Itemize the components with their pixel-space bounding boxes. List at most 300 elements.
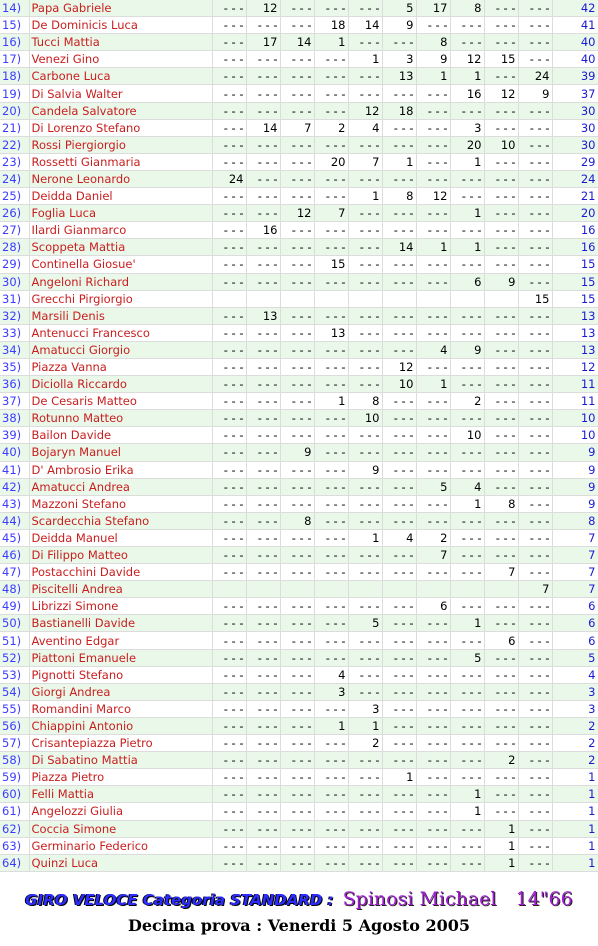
race-points-cell: - - - [246, 547, 280, 564]
race-points-cell: 4 [382, 529, 416, 546]
race-points-cell: - - - [348, 324, 382, 341]
race-points-cell: - - - [382, 341, 416, 358]
race-points-cell: - - - [484, 529, 518, 546]
rank-cell: 21) [0, 119, 29, 136]
race-points-cell: - - - [450, 461, 484, 478]
rank-cell: 18) [0, 68, 29, 85]
total-points-cell: 1 [552, 803, 598, 820]
race-points-cell: - - - [314, 495, 348, 512]
race-points-cell: - - - [518, 376, 552, 393]
race-points-cell: - - - [518, 666, 552, 683]
race-points-cell: 14 [348, 17, 382, 34]
race-points-cell: - - - [416, 256, 450, 273]
race-points-cell: 7 [348, 153, 382, 170]
race-points-cell: - - - [382, 752, 416, 769]
table-row [0, 102, 598, 119]
race-points-cell: 20 [450, 136, 484, 153]
race-points-cell: 9 [280, 444, 314, 461]
table-row [0, 34, 598, 51]
table-row [0, 222, 598, 239]
race-points-cell: - - - [416, 854, 450, 871]
race-points-cell: - - - [348, 854, 382, 871]
race-points-cell: - - - [484, 256, 518, 273]
race-points-cell: - - - [484, 444, 518, 461]
race-points-cell: 1 [484, 820, 518, 837]
total-points-cell: 5 [552, 649, 598, 666]
race-points-cell: - - - [416, 222, 450, 239]
table-row [0, 239, 598, 256]
table-row [0, 461, 598, 478]
total-points-cell: 11 [552, 376, 598, 393]
race-points-cell: - - - [484, 735, 518, 752]
driver-name-cell: Angeloni Richard [29, 273, 212, 290]
race-points-cell: - - - [382, 615, 416, 632]
race-points-cell: - - - [382, 307, 416, 324]
race-points-cell: 9 [450, 341, 484, 358]
total-points-cell: 42 [552, 0, 598, 17]
rank-cell: 36) [0, 376, 29, 393]
table-row [0, 854, 598, 871]
race-points-cell: - - - [518, 529, 552, 546]
race-points-cell: - - - [212, 564, 246, 581]
race-points-cell: - - - [382, 837, 416, 854]
driver-name-cell: Bastianelli Davide [29, 615, 212, 632]
race-points-cell: 1 [382, 769, 416, 786]
race-points-cell: 14 [382, 239, 416, 256]
total-points-cell: 3 [552, 683, 598, 700]
race-points-cell: - - - [280, 410, 314, 427]
race-points-cell: - - - [246, 136, 280, 153]
race-points-cell: - - - [416, 512, 450, 529]
race-points-cell: - - - [246, 324, 280, 341]
race-points-cell: - - - [484, 222, 518, 239]
table-row [0, 358, 598, 375]
race-points-cell: - - - [280, 307, 314, 324]
race-points-cell: 6 [416, 598, 450, 615]
table-row [0, 290, 598, 307]
rank-cell: 61) [0, 803, 29, 820]
race-points-cell: - - - [212, 153, 246, 170]
race-points-cell: - - - [348, 222, 382, 239]
race-points-cell: - - - [518, 632, 552, 649]
race-points-cell: - - - [348, 85, 382, 102]
race-points-cell: - - - [314, 564, 348, 581]
race-points-cell: - - - [518, 153, 552, 170]
race-points-cell [450, 290, 484, 307]
race-points-cell: - - - [416, 769, 450, 786]
race-points-cell: - - - [212, 752, 246, 769]
race-points-cell: - - - [484, 0, 518, 17]
rank-cell: 19) [0, 85, 29, 102]
driver-name-cell: Antenucci Francesco [29, 324, 212, 341]
total-points-cell: 1 [552, 820, 598, 837]
table-row [0, 769, 598, 786]
race-points-cell: - - - [382, 717, 416, 734]
race-points-cell: - - - [484, 324, 518, 341]
race-points-cell: - - - [212, 717, 246, 734]
race-points-cell: 1 [450, 205, 484, 222]
total-points-cell: 13 [552, 307, 598, 324]
race-points-cell: 5 [416, 478, 450, 495]
table-row [0, 598, 598, 615]
driver-name-cell: Carbone Luca [29, 68, 212, 85]
race-points-cell: - - - [382, 786, 416, 803]
race-points-cell: 20 [314, 153, 348, 170]
table-row [0, 205, 598, 222]
total-points-cell: 29 [552, 153, 598, 170]
race-points-cell: 6 [450, 273, 484, 290]
total-points-cell: 24 [552, 170, 598, 187]
race-points-cell: - - - [450, 837, 484, 854]
table-row [0, 153, 598, 170]
race-points-cell: - - - [416, 102, 450, 119]
race-points-cell: - - - [314, 51, 348, 68]
table-row [0, 683, 598, 700]
total-points-cell: 13 [552, 324, 598, 341]
race-points-cell: - - - [280, 358, 314, 375]
race-points-cell: - - - [518, 444, 552, 461]
race-points-cell: - - - [518, 803, 552, 820]
race-points-cell: - - - [280, 273, 314, 290]
table-row [0, 307, 598, 324]
race-points-cell [382, 290, 416, 307]
race-points-cell: - - - [382, 256, 416, 273]
race-points-cell: - - - [246, 632, 280, 649]
rank-cell: 29) [0, 256, 29, 273]
race-points-cell: - - - [212, 324, 246, 341]
race-points-cell: - - - [484, 376, 518, 393]
race-points-cell: - - - [382, 170, 416, 187]
race-points-cell: - - - [348, 358, 382, 375]
race-points-cell: - - - [246, 17, 280, 34]
race-points-cell: - - - [518, 854, 552, 871]
driver-name-cell: De Cesaris Matteo [29, 393, 212, 410]
race-points-cell: - - - [518, 119, 552, 136]
race-points-cell: - - - [280, 752, 314, 769]
race-points-cell: 10 [450, 427, 484, 444]
race-points-cell: - - - [280, 376, 314, 393]
race-points-cell: - - - [416, 427, 450, 444]
driver-name-cell: Venezi Gino [29, 51, 212, 68]
race-points-cell: - - - [212, 85, 246, 102]
race-points-cell: - - - [518, 820, 552, 837]
table-row [0, 615, 598, 632]
race-points-cell: - - - [246, 752, 280, 769]
race-points-cell: - - - [518, 324, 552, 341]
race-points-cell: - - - [314, 649, 348, 666]
race-points-cell: 2 [416, 529, 450, 546]
table-row [0, 136, 598, 153]
fast-lap-label: GIRO VELOCE Categoria STANDARD : [25, 891, 334, 909]
race-points-cell: - - - [450, 769, 484, 786]
race-points-cell: - - - [246, 68, 280, 85]
race-points-cell: - - - [382, 735, 416, 752]
race-points-cell: - - - [450, 324, 484, 341]
race-points-cell: - - - [382, 119, 416, 136]
rank-cell: 37) [0, 393, 29, 410]
race-points-cell: 3 [450, 119, 484, 136]
total-points-cell: 9 [552, 444, 598, 461]
rank-cell: 41) [0, 461, 29, 478]
race-points-cell: - - - [212, 632, 246, 649]
race-points-cell: - - - [280, 324, 314, 341]
race-points-cell: 2 [450, 393, 484, 410]
race-points-cell: - - - [382, 598, 416, 615]
rank-cell: 34) [0, 341, 29, 358]
race-points-cell: - - - [246, 683, 280, 700]
race-points-cell: - - - [246, 393, 280, 410]
race-points-cell: - - - [348, 495, 382, 512]
table-row [0, 273, 598, 290]
driver-name-cell: Chiappini Antonio [29, 717, 212, 734]
race-points-cell: 8 [348, 393, 382, 410]
race-points-cell: - - - [518, 222, 552, 239]
race-points-cell: - - - [348, 444, 382, 461]
race-points-cell: 1 [484, 837, 518, 854]
race-points-cell: 18 [382, 102, 416, 119]
race-points-cell: - - - [348, 769, 382, 786]
race-points-cell: - - - [246, 803, 280, 820]
race-points-cell: 13 [314, 324, 348, 341]
race-points-cell: - - - [484, 512, 518, 529]
race-points-cell: - - - [518, 461, 552, 478]
rank-cell: 33) [0, 324, 29, 341]
race-points-cell: - - - [246, 529, 280, 546]
race-points-cell: - - - [246, 85, 280, 102]
race-points-cell: - - - [212, 119, 246, 136]
rank-cell: 54) [0, 683, 29, 700]
race-points-cell: - - - [314, 598, 348, 615]
driver-name-cell: Bailon Davide [29, 427, 212, 444]
race-points-cell: - - - [450, 170, 484, 187]
race-points-cell [484, 290, 518, 307]
table-row [0, 717, 598, 734]
race-points-cell: - - - [280, 598, 314, 615]
table-row [0, 547, 598, 564]
race-points-cell: - - - [416, 17, 450, 34]
race-points-cell: 1 [450, 68, 484, 85]
race-points-cell: - - - [450, 17, 484, 34]
race-points-cell: - - - [450, 820, 484, 837]
race-points-cell: - - - [348, 598, 382, 615]
race-points-cell: - - - [450, 307, 484, 324]
total-points-cell: 2 [552, 735, 598, 752]
race-points-cell: - - - [416, 803, 450, 820]
table-row [0, 564, 598, 581]
driver-name-cell: Deidda Manuel [29, 529, 212, 546]
race-points-cell: 1 [450, 153, 484, 170]
race-points-cell: 9 [416, 51, 450, 68]
race-points-cell: - - - [382, 205, 416, 222]
total-points-cell: 9 [552, 478, 598, 495]
driver-name-cell: Candela Salvatore [29, 102, 212, 119]
race-points-cell: - - - [416, 786, 450, 803]
total-points-cell: 15 [552, 273, 598, 290]
race-points-cell: - - - [212, 102, 246, 119]
table-row [0, 85, 598, 102]
race-points-cell: - - - [382, 444, 416, 461]
race-points-cell: 12 [416, 188, 450, 205]
rank-cell: 62) [0, 820, 29, 837]
rank-cell: 52) [0, 649, 29, 666]
table-row [0, 735, 598, 752]
race-points-cell: - - - [314, 512, 348, 529]
table-row [0, 0, 598, 17]
driver-name-cell: D' Ambrosio Erika [29, 461, 212, 478]
race-points-cell: - - - [348, 170, 382, 187]
rank-cell: 43) [0, 495, 29, 512]
rank-cell: 38) [0, 410, 29, 427]
race-points-cell: - - - [280, 68, 314, 85]
driver-name-cell: Deidda Daniel [29, 188, 212, 205]
race-points-cell: - - - [518, 34, 552, 51]
race-points-cell: 3 [314, 683, 348, 700]
race-points-cell: - - - [246, 717, 280, 734]
race-points-cell: - - - [518, 341, 552, 358]
total-points-cell: 2 [552, 717, 598, 734]
race-points-cell: 12 [280, 205, 314, 222]
race-points-cell: - - - [416, 358, 450, 375]
race-points-cell: - - - [280, 153, 314, 170]
race-points-cell: - - - [212, 786, 246, 803]
race-points-cell: - - - [212, 222, 246, 239]
race-points-cell: - - - [348, 256, 382, 273]
driver-name-cell: Crisantepiazza Pietro [29, 735, 212, 752]
race-points-cell: - - - [348, 649, 382, 666]
race-points-cell: - - - [280, 170, 314, 187]
table-row [0, 666, 598, 683]
race-points-cell: - - - [280, 222, 314, 239]
race-points-cell: - - - [518, 700, 552, 717]
rank-cell: 42) [0, 478, 29, 495]
race-points-cell: - - - [518, 683, 552, 700]
race-points-cell: - - - [518, 273, 552, 290]
fast-lap-time: 14"66 [515, 888, 573, 910]
race-points-cell: - - - [382, 803, 416, 820]
race-points-cell: - - - [416, 700, 450, 717]
race-points-cell: 5 [450, 649, 484, 666]
race-points-cell: 2 [484, 752, 518, 769]
race-points-cell: - - - [450, 256, 484, 273]
race-points-cell: - - - [212, 735, 246, 752]
race-points-cell: - - - [416, 837, 450, 854]
race-points-cell: - - - [484, 68, 518, 85]
table-row [0, 581, 598, 598]
race-points-cell: - - - [484, 205, 518, 222]
race-points-cell: - - - [518, 170, 552, 187]
rank-cell: 58) [0, 752, 29, 769]
total-points-cell: 13 [552, 341, 598, 358]
race-points-cell: - - - [246, 153, 280, 170]
driver-name-cell: Piazza Vanna [29, 358, 212, 375]
rank-cell: 35) [0, 358, 29, 375]
race-points-cell: - - - [518, 752, 552, 769]
rank-cell: 49) [0, 598, 29, 615]
race-points-cell: - - - [246, 769, 280, 786]
rank-cell: 48) [0, 581, 29, 598]
race-points-cell: - - - [348, 478, 382, 495]
race-points-cell: - - - [314, 358, 348, 375]
race-points-cell: 4 [450, 478, 484, 495]
race-points-cell: - - - [212, 239, 246, 256]
race-points-cell: - - - [416, 735, 450, 752]
total-points-cell: 3 [552, 700, 598, 717]
driver-name-cell: Rossetti Gianmaria [29, 153, 212, 170]
race-points-cell: - - - [314, 410, 348, 427]
driver-name-cell: Giorgi Andrea [29, 683, 212, 700]
race-points-cell: 12 [348, 102, 382, 119]
race-points-cell: - - - [416, 205, 450, 222]
race-points-cell: - - - [416, 683, 450, 700]
rank-cell: 40) [0, 444, 29, 461]
race-points-cell [314, 581, 348, 598]
rank-cell: 14) [0, 0, 29, 17]
race-points-cell: - - - [416, 273, 450, 290]
race-points-cell: - - - [518, 564, 552, 581]
rank-cell: 26) [0, 205, 29, 222]
driver-name-cell: Scardecchia Stefano [29, 512, 212, 529]
race-points-cell: - - - [280, 188, 314, 205]
total-points-cell: 6 [552, 632, 598, 649]
driver-name-cell: Amatucci Giorgio [29, 341, 212, 358]
table-row [0, 119, 598, 136]
driver-name-cell: Postacchini Davide [29, 564, 212, 581]
race-points-cell: - - - [348, 307, 382, 324]
table-row [0, 495, 598, 512]
race-points-cell: - - - [280, 564, 314, 581]
race-points-cell: - - - [518, 512, 552, 529]
race-points-cell: - - - [484, 683, 518, 700]
total-points-cell: 1 [552, 837, 598, 854]
race-points-cell: - - - [246, 427, 280, 444]
race-points-cell: - - - [484, 34, 518, 51]
race-points-cell: - - - [450, 102, 484, 119]
race-points-cell: - - - [280, 683, 314, 700]
driver-name-cell: Di Lorenzo Stefano [29, 119, 212, 136]
table-row [0, 170, 598, 187]
race-points-cell: - - - [246, 358, 280, 375]
race-points-cell [246, 581, 280, 598]
race-points-cell: 2 [348, 735, 382, 752]
table-row [0, 188, 598, 205]
race-points-cell: - - - [314, 700, 348, 717]
race-points-cell: - - - [212, 68, 246, 85]
table-row [0, 478, 598, 495]
race-points-cell [484, 581, 518, 598]
race-points-cell: - - - [246, 376, 280, 393]
rank-cell: 28) [0, 239, 29, 256]
total-points-cell: 30 [552, 136, 598, 153]
race-points-cell: - - - [382, 820, 416, 837]
race-points-cell: - - - [314, 102, 348, 119]
race-points-cell: - - - [450, 683, 484, 700]
table-row [0, 803, 598, 820]
race-points-cell: - - - [212, 51, 246, 68]
race-points-cell: - - - [382, 700, 416, 717]
race-points-cell: - - - [246, 102, 280, 119]
race-points-cell: 14 [280, 34, 314, 51]
race-points-cell [212, 581, 246, 598]
driver-name-cell: Amatucci Andrea [29, 478, 212, 495]
rank-cell: 56) [0, 717, 29, 734]
rank-cell: 27) [0, 222, 29, 239]
race-points-cell: - - - [348, 205, 382, 222]
driver-name-cell: Rotunno Matteo [29, 410, 212, 427]
race-points-cell: - - - [246, 239, 280, 256]
race-points-cell: - - - [212, 547, 246, 564]
race-points-cell: - - - [518, 786, 552, 803]
driver-name-cell: Piazza Pietro [29, 769, 212, 786]
